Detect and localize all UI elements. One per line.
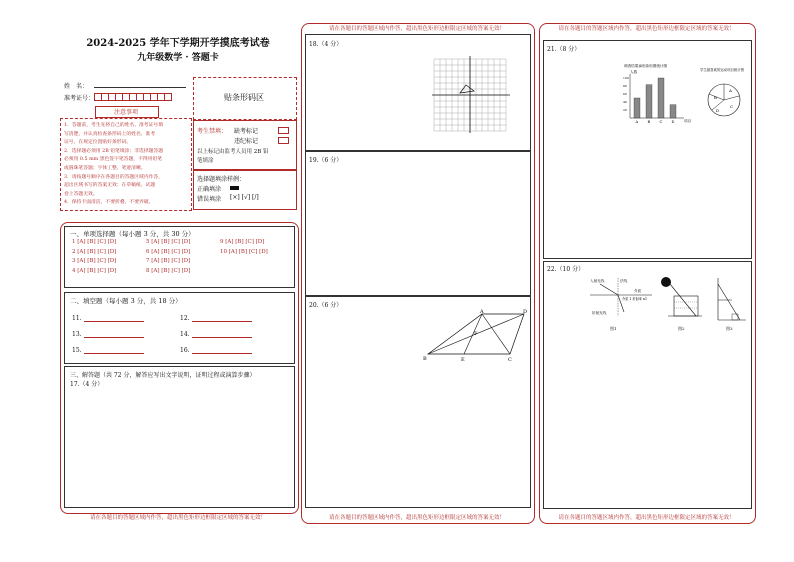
q21-bar xyxy=(646,85,652,118)
warning-text: 请在各题目的答题区域内作答，超出黑色矩形边框限定区域的答案无效！ xyxy=(558,515,735,521)
q22-text: 法线 xyxy=(620,279,628,283)
fill-answer-line[interactable] xyxy=(84,337,144,338)
fill-answer-line[interactable] xyxy=(84,353,144,354)
q17-label: 17.（4 分） xyxy=(70,381,104,388)
q20-label-text: A xyxy=(480,309,484,315)
mc-question[interactable]: 9 [A] [B] [C] [D] xyxy=(220,239,265,245)
notice-heading: 注意事项 xyxy=(113,109,138,116)
mc-question[interactable]: 3 [A] [B] [C] [D] xyxy=(72,258,117,264)
q21-bar-category: D xyxy=(671,120,675,124)
notice-line: 超出区域书写的答案无效；在草稿纸、试题 xyxy=(64,183,156,189)
q22-label: 22.（10 分） xyxy=(547,266,585,273)
q21-bar-category: B xyxy=(647,120,651,124)
marks-note: 笔填涂 xyxy=(197,158,214,164)
mc-question[interactable]: 1 [A] [B] [C] [D] xyxy=(72,239,117,245)
fill-answer-line[interactable] xyxy=(84,321,144,322)
q21-bar-tick: 80 xyxy=(623,84,627,88)
mc-question[interactable]: 10 [A] [B] [C] [D] xyxy=(220,248,268,255)
q22-fig-label: 图2 xyxy=(678,326,685,331)
q19-label: 19.（6 分） xyxy=(309,157,343,164)
fill-label: 16. xyxy=(180,347,190,354)
mc-col3 xyxy=(220,238,268,257)
q21-bar-category: C xyxy=(659,120,663,124)
q21-bar-category: A xyxy=(635,120,639,124)
q21-bar-ylabel: 人数 xyxy=(630,70,638,74)
q21-bar-tick: 20 xyxy=(623,108,627,112)
q22-text: 入射光线 xyxy=(590,279,605,283)
q21-bar xyxy=(658,78,664,118)
q21-pie-label: C xyxy=(730,104,734,109)
wrong-label: 错误填涂 xyxy=(197,196,222,203)
q21-pie-label: D xyxy=(716,108,720,113)
solve-title: 三、解答题（共 72 分，解答应写出文字说明，证明过程或演算步骤） xyxy=(70,372,256,379)
mc-title: 一、单项选择题（每小题 3 分，共 30 分） xyxy=(70,230,195,238)
correct-label: 正确填涂 xyxy=(197,186,222,193)
fill-title: 二、填空题（每小题 3 分，共 18 分） xyxy=(70,297,182,305)
violation-label: 违纪标记 xyxy=(234,138,259,145)
q20-label-text: B xyxy=(423,356,427,362)
q20-label: 20.（6 分） xyxy=(309,302,343,309)
notice-lines xyxy=(64,122,188,208)
q21-label: 21.（8 分） xyxy=(547,46,581,53)
notice-line: 证号，在规定位置贴好条形码。 xyxy=(64,140,132,146)
wrong-marks: [×] [√] [/] xyxy=(230,194,259,201)
absent-label: 缺考标记 xyxy=(234,128,259,135)
q21-bar xyxy=(634,98,640,118)
q21-bar-title: 调查结果扇形条形图统计图 xyxy=(624,64,668,68)
exam-subtitle: 九年级数学 · 答题卡 xyxy=(137,53,219,63)
notice-line: 1．答题前，考生先将自己的姓名、准考证号填 xyxy=(64,123,163,128)
fill-answer-line[interactable] xyxy=(192,337,252,338)
q21-bar xyxy=(670,105,676,118)
q20-label-text: D xyxy=(523,309,528,315)
violation-checkbox[interactable] xyxy=(278,137,289,144)
q22-text: 介质 1 折射率 n1 xyxy=(622,297,648,301)
q21-bar-tick: 40 xyxy=(623,100,627,104)
warning-text: 请在各题目的答题区域内作答，超出黑色矩形边框限定区域的答案无效！ xyxy=(89,515,266,521)
q22-figure-2 xyxy=(656,274,706,334)
q20-parallelogram-figure xyxy=(420,308,532,364)
notice-line: 或圆珠笔答题；字体工整、笔迹清晰。 xyxy=(64,165,146,171)
q21-pie-label: B xyxy=(714,95,717,100)
notice-line: 卷上答题无效。 xyxy=(64,191,98,197)
sample-label: 选择题填涂样例： xyxy=(197,176,246,183)
q20-label-text: F xyxy=(474,331,478,337)
mc-question[interactable]: 2 [A] [B] [C] [D] xyxy=(72,248,117,255)
warning-text: 请在各题目的答题区域内作答，超出黑色矩形边框限定区域的答案无效！ xyxy=(328,515,505,521)
barcode-label: 贴条形码区 xyxy=(224,93,264,102)
notice-line: 4．保持卡面清洁，不要折叠、不要弄破。 xyxy=(64,200,154,206)
q18-label: 18.（4 分） xyxy=(309,41,343,48)
q22-text: 介质 xyxy=(634,289,642,293)
mc-col2 xyxy=(146,238,190,276)
notice-line: 2．选择题必须用 2B 铅笔填涂；非选择题答题 xyxy=(64,148,164,154)
fill-label: 11. xyxy=(72,315,82,322)
exam-id-label: 准考证号： xyxy=(64,95,95,102)
mc-question[interactable]: 7 [A] [B] [C] [D] xyxy=(146,258,191,264)
name-field[interactable] xyxy=(94,87,186,88)
q21-pie-title: 学生最喜欢的运动项目统计图 xyxy=(700,68,745,72)
mc-question[interactable]: 5 [A] [B] [C] [D] xyxy=(146,239,191,245)
q20-label-text: C xyxy=(508,357,512,363)
fill-label: 14. xyxy=(180,331,190,338)
q22-figure-3 xyxy=(710,274,750,334)
q21-bar-xlabel: 项目 xyxy=(684,119,692,123)
warning-text: 请在各题目的答题区域内作答，超出黑色矩形边框限定区域的答案无效！ xyxy=(558,26,735,32)
fill-label: 15. xyxy=(72,347,82,354)
fill-answer-line[interactable] xyxy=(192,353,252,354)
q20-label-text: E xyxy=(461,357,465,363)
fill-answer-line[interactable] xyxy=(192,321,252,322)
correct-fill-mark xyxy=(230,186,239,190)
fill-label: 13. xyxy=(72,331,82,338)
q22-fig-label: 图1 xyxy=(610,326,617,331)
q21-bar-tick: 100 xyxy=(623,76,629,80)
q18-coordinate-grid xyxy=(430,55,514,135)
mc-question[interactable]: 6 [A] [B] [C] [D] xyxy=(146,248,191,255)
name-label: 姓 名： xyxy=(64,83,89,90)
q19-box xyxy=(305,151,531,296)
warning-text: 请在各题目的答题区域内作答，超出黑色矩形边框限定区域的答案无效！ xyxy=(328,26,505,32)
mc-question[interactable]: 8 [A] [B] [C] [D] xyxy=(146,267,191,274)
q22-figure-1 xyxy=(590,276,654,334)
mc-question[interactable]: 4 [A] [B] [C] [D] xyxy=(72,267,117,274)
notice-line: 必须用 0.5 mm 黑色签字笔答题，不得用铅笔 xyxy=(64,157,163,163)
candidate-label: 考生禁填： xyxy=(197,128,228,135)
exam-title: 2024-2025 学年下学期开学摸底考试卷 xyxy=(86,38,270,49)
q21-bar-tick: 60 xyxy=(623,92,627,96)
exam-id-boxes[interactable] xyxy=(94,93,171,101)
marks-note: 以上标记由监考人员用 2B 铅 xyxy=(197,149,269,155)
q22-fig-label: 图3 xyxy=(726,326,733,331)
notice-line: 3．请按题号顺序在各题目的答题区域内作答， xyxy=(64,174,163,180)
fill-label: 12. xyxy=(180,315,190,322)
q22-text: 折射光线 xyxy=(592,311,607,315)
q21-pie-chart xyxy=(700,66,748,126)
notice-line: 写清楚，并认真检查条形码上的姓名、准考 xyxy=(64,131,156,137)
q21-bar-chart xyxy=(622,62,694,126)
absent-checkbox[interactable] xyxy=(278,127,289,134)
mc-col1 xyxy=(72,238,116,276)
q21-pie-label: A xyxy=(729,88,732,93)
